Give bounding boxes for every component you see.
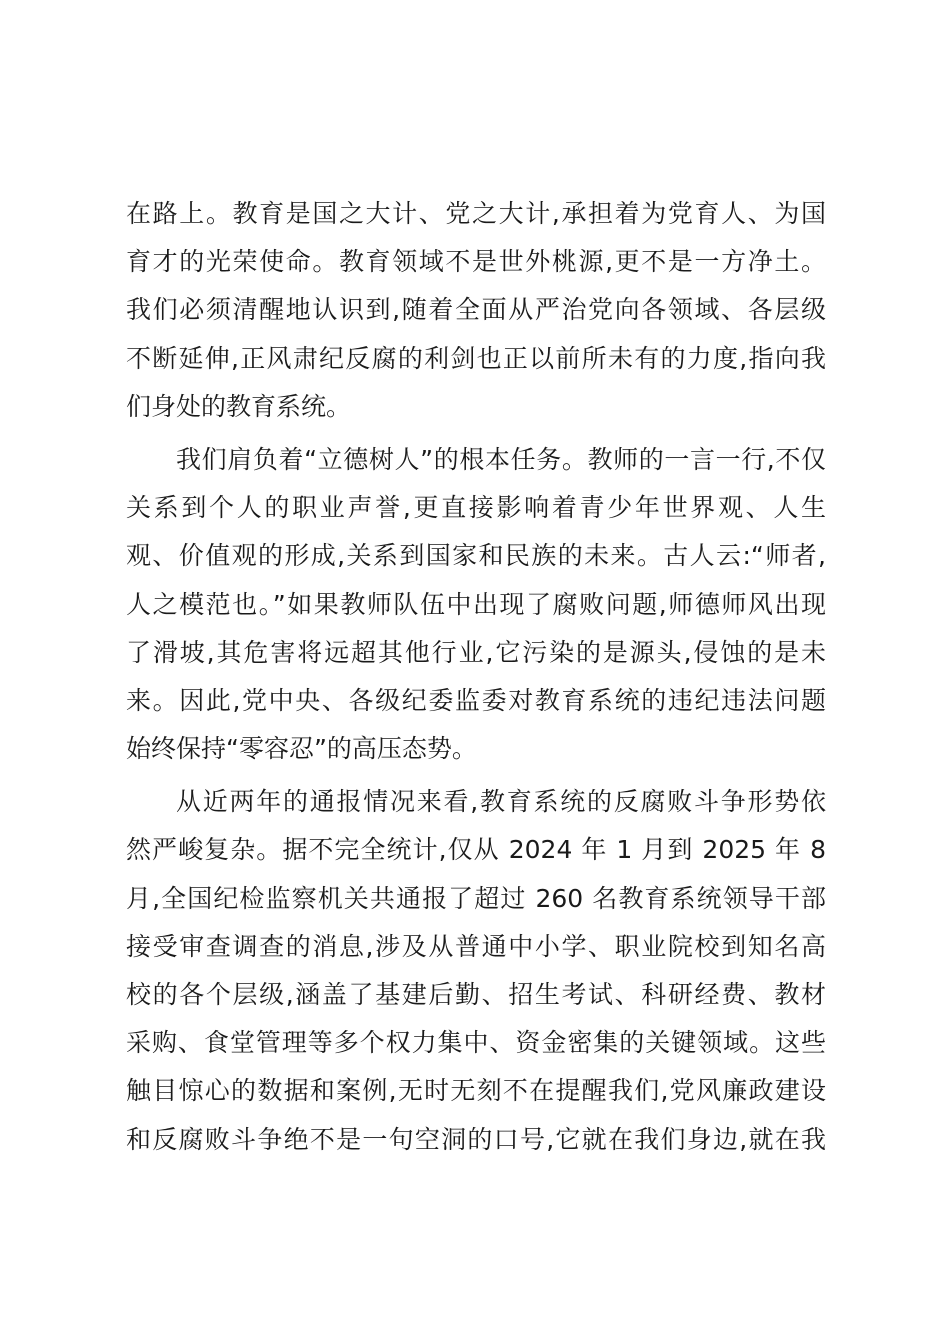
document-body bbox=[126, 190, 826, 1164]
text-line: 触目惊心的数据和案例,无时无刻不在提醒我们,党风廉政建设 bbox=[126, 1076, 826, 1106]
text-line: 始终保持“零容忍”的高压态势。 bbox=[126, 734, 477, 764]
text-line: 我们必须清醒地认识到,随着全面从严治党向各领域、各层级 bbox=[126, 295, 826, 325]
text-line: 关系到个人的职业声誉,更直接影响着青少年世界观、人生 bbox=[126, 493, 826, 523]
text-line: 了滑坡,其危害将远超其他行业,它污染的是源头,侵蚀的是未 bbox=[126, 637, 826, 667]
paragraph-continuation bbox=[126, 190, 826, 431]
text-line: 校的各个层级,涵盖了基建后勤、招生考试、科研经费、教材 bbox=[126, 980, 826, 1009]
text-line: 和反腐败斗争绝不是一句空洞的口号,它就在我们身边,就在我 bbox=[126, 1124, 826, 1154]
text-line: 接受审查调查的消息,涉及从普通中小学、职业院校到知名高 bbox=[126, 931, 826, 961]
text-line: 我们肩负着“立德树人”的根本任务。教师的一言一行,不仅 bbox=[176, 444, 826, 474]
text-line: 们身处的教育系统。 bbox=[126, 391, 352, 421]
text-line: 观、价值观的形成,关系到国家和民族的未来。古人云:“师者, bbox=[126, 541, 826, 571]
text-line: 人之模范也。”如果教师队伍中出现了腐败问题,师德师风出现 bbox=[126, 589, 826, 619]
text-line: 在路上。教育是国之大计、党之大计,承担着为党育人、为国 bbox=[126, 199, 826, 228]
paragraph-teacher-mission bbox=[126, 436, 826, 773]
text-line: 月,全国纪检监察机关共通报了超过 260 名教育系统领导干部 bbox=[126, 883, 826, 913]
paragraph-anticorruption-situation bbox=[126, 778, 826, 1164]
text-line: 采购、食堂管理等多个权力集中、资金密集的关键领域。这些 bbox=[126, 1028, 826, 1058]
text-line: 育才的光荣使命。教育领域不是世外桃源,更不是一方净土。 bbox=[126, 247, 826, 277]
text-line: 来。因此,党中央、各级纪委监委对教育系统的违纪违法问题 bbox=[126, 685, 826, 715]
text-line: 从近两年的通报情况来看,教育系统的反腐败斗争形势依 bbox=[176, 787, 826, 817]
text-line: 然严峻复杂。据不完全统计,仅从 2024 年 1 月到 2025 年 8 bbox=[126, 835, 826, 865]
text-line: 不断延伸,正风肃纪反腐的利剑也正以前所未有的力度,指向我 bbox=[126, 343, 826, 373]
